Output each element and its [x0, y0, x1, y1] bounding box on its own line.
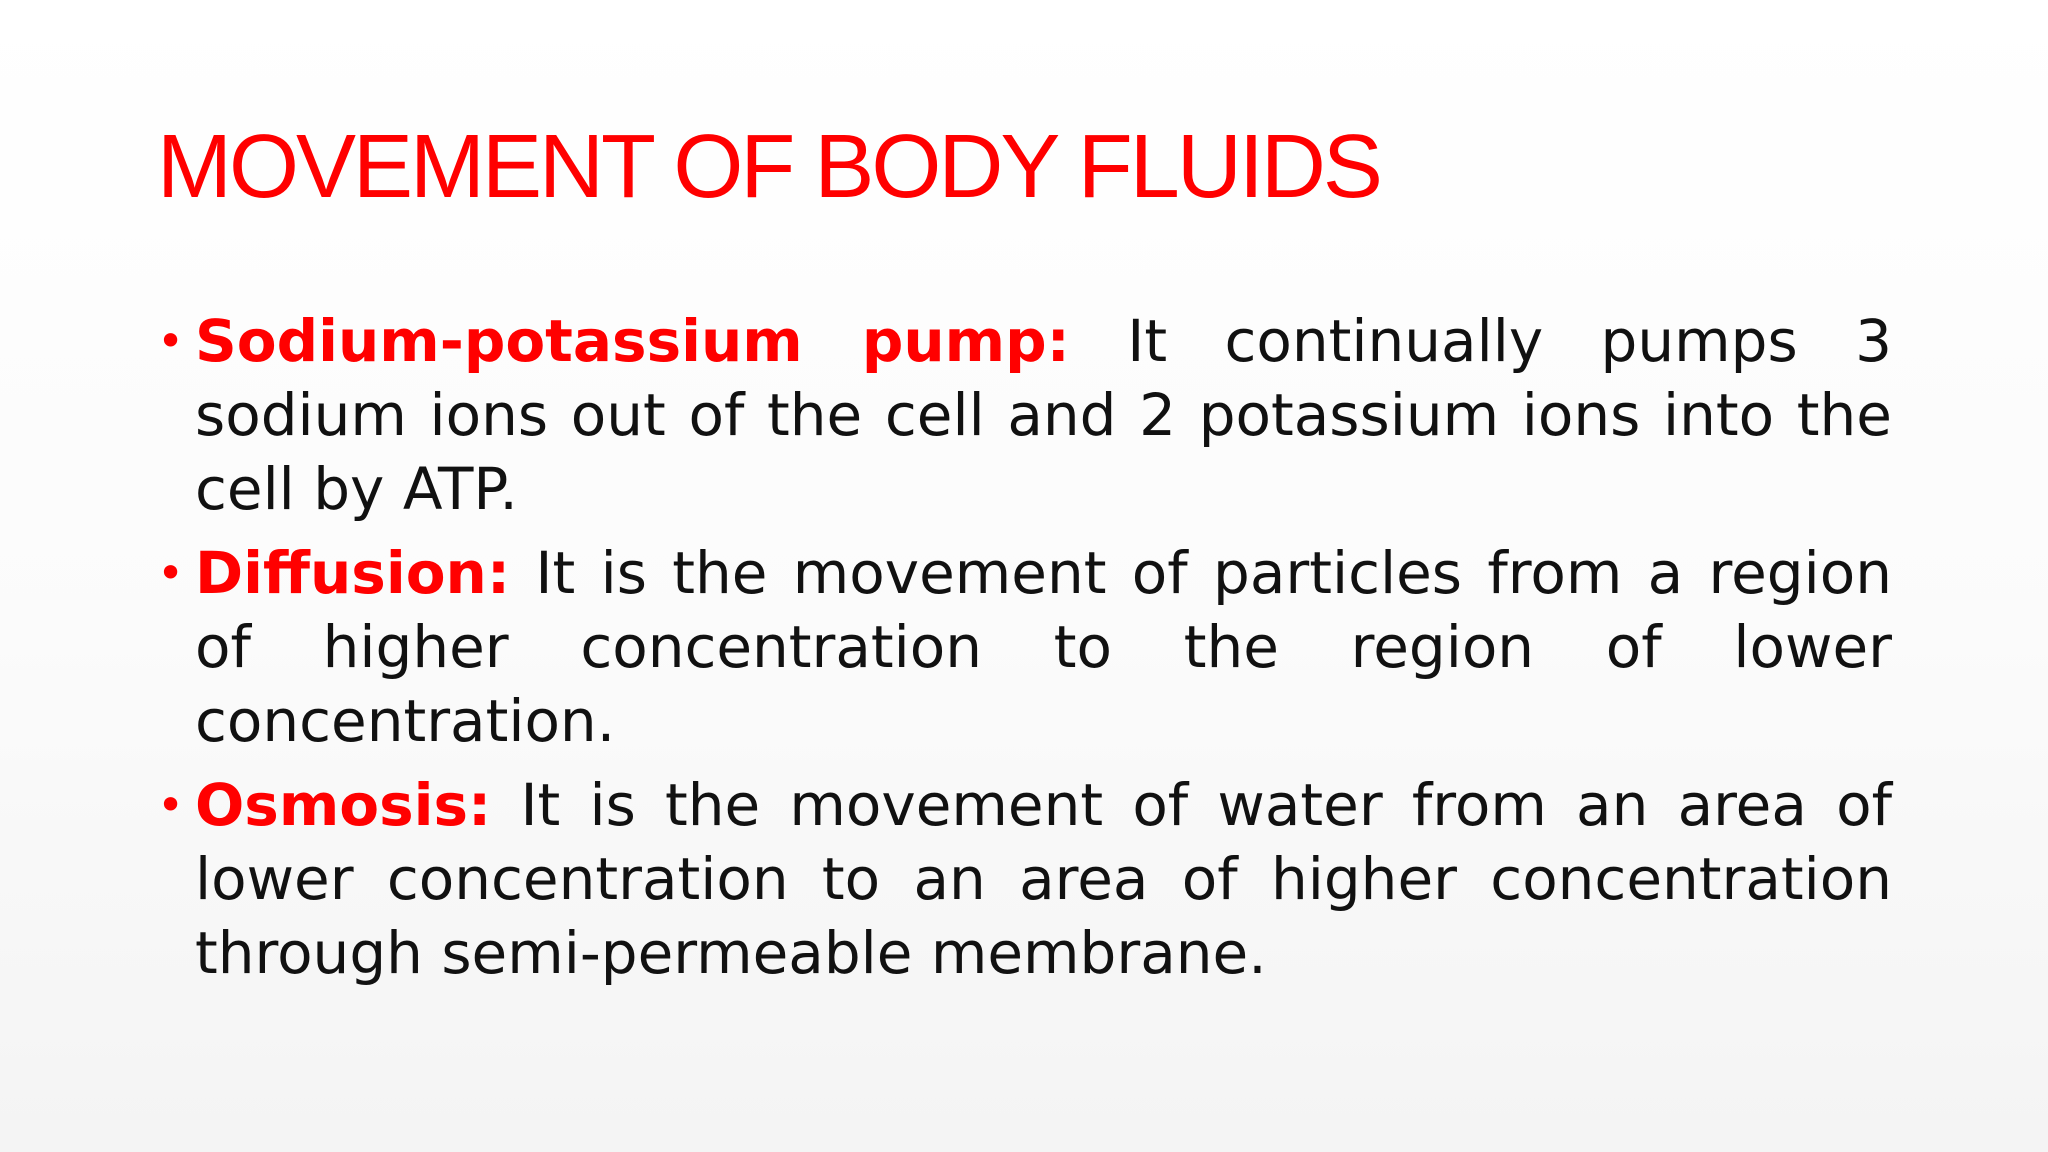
bullet-term: Osmosis:	[195, 771, 492, 839]
bullet-text: It continually pumps 3 sodium ions out of the cell and 2 potassium ions into the cell by ATP.	[195, 307, 1892, 523]
bullet-text: It is the movement of water from an area of lower concentration to an area of higher concentration through semi-permeable membrane.	[195, 771, 1893, 987]
slide-title: MOVEMENT OF BODY FLUIDS	[157, 117, 1380, 217]
bullet-dot-icon: •	[157, 778, 185, 832]
bullet-term: Sodium-potassium pump:	[195, 307, 1070, 375]
bullet-dot-icon: •	[157, 314, 185, 368]
bullet-term: Diffusion:	[195, 539, 511, 607]
bullet-item-diffusion	[157, 536, 1892, 758]
bullet-item-sodium-potassium-pump	[157, 304, 1892, 526]
bullet-text: It is the movement of particles from a region of higher concentration to the region of lower concentration.	[195, 539, 1892, 755]
bullet-item-osmosis	[157, 768, 1892, 990]
bullet-dot-icon: •	[157, 546, 185, 600]
bullet-list	[157, 304, 1892, 1000]
